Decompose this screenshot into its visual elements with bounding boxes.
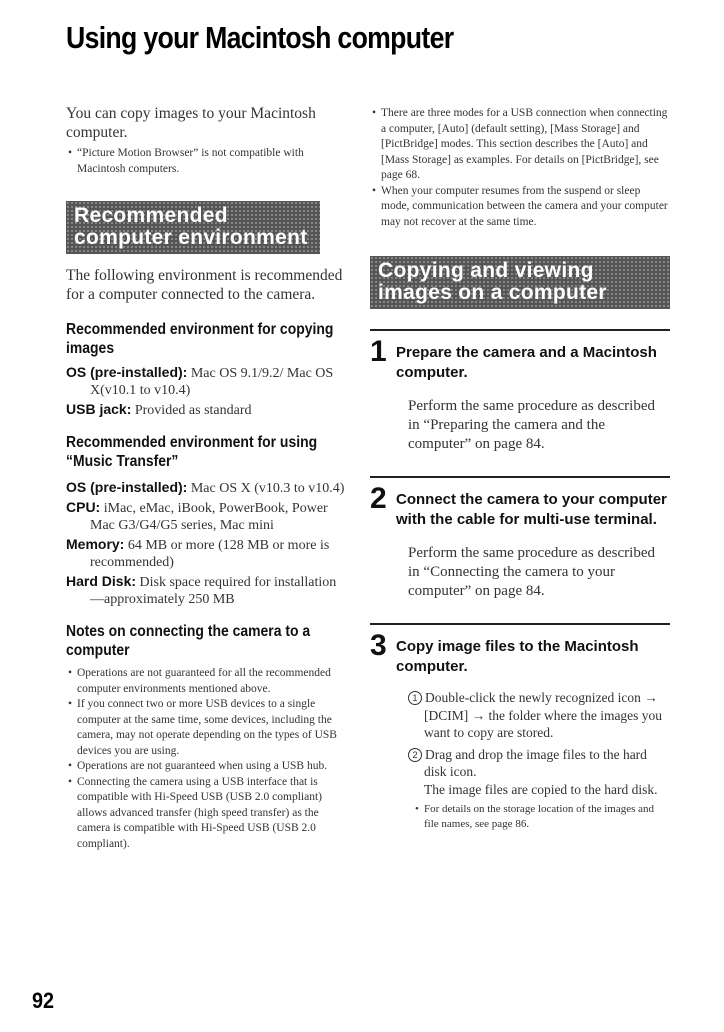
note-item: • Connecting the camera using a USB interface that is compatible with Hi-Speed USB (USB 2.0 compliant) allows advanced transfer (high speed transfer) as the camera is compatible with Hi-Speed USB (USB 2.0 compliant). [66, 775, 348, 853]
spec-value: iMac, eMac, iBook, PowerBook, Power Mac G3/G4/G5 series, Mac mini [90, 501, 328, 533]
note-item: • Operations are not guaranteed for all the recommended computer environments mentioned above. [66, 666, 348, 697]
sub-step-text: Drag and drop the image files to the hard disk icon. [424, 746, 647, 779]
sub-step-1 [408, 689, 670, 742]
spec-label: Hard Disk: [66, 573, 137, 589]
step-title: Copy image files to the Macintosh computer. [396, 638, 639, 675]
environment-text: The following environment is recommended for a computer connected to the camera. [66, 267, 343, 303]
circled-number-icon: 1 [408, 691, 422, 705]
suspend-bullet: • When your computer resumes from the suspend or sleep mode, communication between the camera and your computer may not recover at the same time. [370, 184, 670, 231]
spec-label: CPU: [66, 499, 101, 515]
spec-copy-usb [66, 401, 348, 419]
right-column [370, 106, 670, 832]
left-column [66, 104, 348, 852]
step-3 [370, 623, 670, 832]
subhead-music-transfer: Recommended environment for using “Music Transfer” [66, 434, 318, 470]
intro-bullet: • “Picture Motion Browser” is not compatible with Macintosh computers. [66, 146, 348, 177]
storage-location-note: • For details on the storage location of the images and file names, see page 86. [414, 802, 670, 832]
spec-copy-os [66, 364, 348, 399]
spec-music-memory [66, 536, 348, 571]
sub-step-2 [408, 746, 670, 781]
intro-text: You can copy images to your Macintosh computer. [66, 105, 316, 141]
spec-label: USB jack: [66, 401, 132, 417]
subhead-copying-images: Recommended environment for copying images [66, 321, 334, 357]
step-title: Connect the camera to your computer with the cable for multi-use terminal. [396, 491, 667, 528]
spec-value: Mac OS X (v10.3 to v10.4) [190, 481, 345, 496]
step-body: Perform the same procedure as described in “Connecting the camera to your computer” on page 84. [408, 545, 655, 599]
usb-modes-bullet: • There are three modes for a USB connection when connecting a computer, [Auto] (default setting), [Mass Storage] and [PictBridge] modes. This section describes the [Auto] and [Mass Storage] as examples. For details on [PictBridge], see page 68. [370, 106, 670, 184]
spec-label: Memory: [66, 536, 125, 552]
step-number: 3 [370, 629, 387, 662]
page-title: Using your Macintosh computer [66, 20, 454, 55]
subhead-connection-notes: Notes on connecting the camera to a computer [66, 623, 311, 659]
spec-label: OS (pre-installed): [66, 364, 188, 380]
spec-value: 64 MB or more (128 MB or more is recommended) [90, 538, 330, 570]
step-title: Prepare the camera and a Macintosh computer. [396, 344, 657, 381]
note-item: • Operations are not guaranteed when using a USB hub. [66, 759, 348, 775]
spec-value: Mac OS 9.1/9.2/ Mac OS X(v10.1 to v10.4) [90, 366, 334, 398]
circled-number-icon: 2 [408, 748, 422, 762]
spec-value: Provided as standard [134, 403, 252, 418]
step-1 [370, 329, 670, 454]
sub-step-text: Double-click the newly recognized icon → [DCIM] → the folder where the images you want to copy are stored. [424, 690, 663, 740]
page-number: 92 [32, 988, 55, 1013]
banner-copying-viewing: Copying and viewing images on a computer [370, 256, 670, 309]
spec-music-os [66, 479, 348, 497]
spec-label: OS (pre-installed): [66, 479, 188, 495]
spec-value: Disk space required for installation—approximately 250 MB [90, 575, 337, 607]
note-item: • If you connect two or more USB devices to a single computer at the same time, some devices, including the camera, may not operate depending on the types of USB devices you are using. [66, 697, 348, 759]
banner-recommended-environment: Recommended computer environment [66, 201, 320, 254]
step-number: 2 [370, 482, 387, 515]
sub-step-2-continued: The image files are copied to the hard disk. [424, 781, 658, 797]
step-number: 1 [370, 335, 387, 368]
step-2 [370, 476, 670, 601]
step-body: Perform the same procedure as described in “Preparing the camera and the computer” on page 84. [408, 398, 655, 452]
spec-music-cpu [66, 499, 348, 534]
spec-music-hard-disk [66, 573, 348, 608]
